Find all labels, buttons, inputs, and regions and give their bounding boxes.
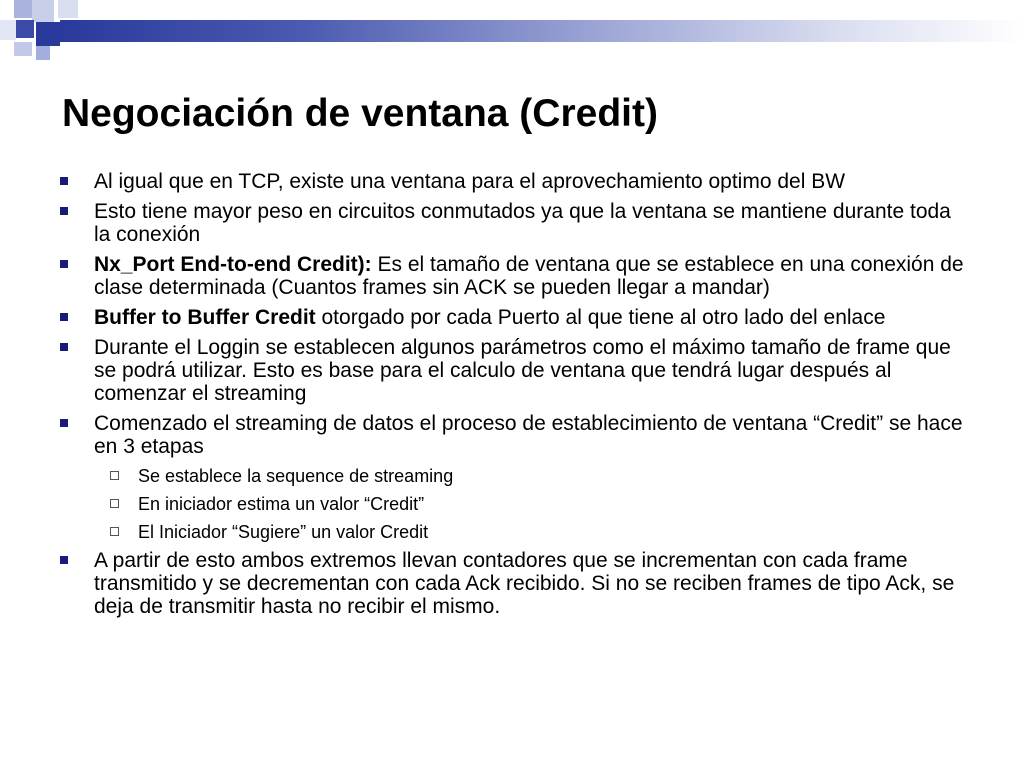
- bullet-item: [58, 170, 968, 193]
- bullet-item: [58, 253, 968, 299]
- square-bullet-icon: [60, 207, 68, 215]
- decorative-square: [0, 20, 16, 40]
- bullet-item: [58, 549, 968, 618]
- bullet-text: A partir de esto ambos extremos llevan contadores que se incrementan con cada frame transmitido y se decrementan con cada Ack recibido. Si no se reciben frames de tipo Ack, se deja de transmitir hasta no recibir el mismo.: [94, 549, 955, 618]
- hollow-square-bullet-icon: [110, 527, 119, 536]
- sub-bullet-text: Se establece la sequence de streaming: [138, 466, 454, 486]
- sub-bullet-item: [58, 521, 968, 543]
- bullet-list: [58, 170, 968, 625]
- hollow-square-bullet-icon: [110, 499, 119, 508]
- bullet-item: [58, 412, 968, 458]
- bullet-text: Comenzado el streaming de datos el proceso de establecimiento de ventana “Credit” se hace en 3 etapas: [94, 412, 963, 458]
- decorative-square: [16, 20, 34, 38]
- header-decoration-band: [60, 20, 1024, 42]
- square-bullet-icon: [60, 343, 68, 351]
- decorative-square: [14, 0, 32, 18]
- bullet-text: Al igual que en TCP, existe una ventana para el aprovechamiento optimo del BW: [94, 170, 846, 193]
- square-bullet-icon: [60, 177, 68, 185]
- sub-bullet-text: En iniciador estima un valor “Credit”: [138, 494, 425, 514]
- bullet-item: [58, 336, 968, 405]
- square-bullet-icon: [60, 313, 68, 321]
- decorative-square: [36, 46, 50, 60]
- bullet-text: otorgado por cada Puerto al que tiene al otro lado del enlace: [315, 306, 886, 329]
- square-bullet-icon: [60, 556, 68, 564]
- hollow-square-bullet-icon: [110, 471, 119, 480]
- bullet-text: Esto tiene mayor peso en circuitos conmutados ya que la ventana se mantiene durante toda la conexión: [94, 200, 951, 246]
- slide-title: Negociación de ventana (Credit): [62, 92, 658, 135]
- bullet-bold-text: Nx_Port End-to-end Credit):: [94, 253, 372, 276]
- bullet-item: [58, 306, 968, 329]
- sub-bullet-text: El Iniciador “Sugiere” un valor Credit: [138, 522, 429, 542]
- bullet-item: [58, 200, 968, 246]
- decorative-square: [58, 0, 78, 18]
- square-bullet-icon: [60, 260, 68, 268]
- bullet-text: Durante el Loggin se establecen algunos parámetros como el máximo tamaño de frame que se podrá utilizar. Esto es base para el calculo de ventana que tendrá lugar después al comenzar el streaming: [94, 336, 951, 405]
- decorative-square: [36, 22, 60, 46]
- sub-bullet-item: [58, 493, 968, 515]
- square-bullet-icon: [60, 419, 68, 427]
- bullet-text: Es el tamaño de ventana que se establece en una conexión de clase determinada (Cuantos frames sin ACK se pueden llegar a mandar): [94, 253, 964, 299]
- decorative-square: [32, 0, 54, 22]
- decorative-square: [14, 42, 32, 56]
- sub-bullet-item: [58, 465, 968, 487]
- bullet-bold-text: Buffer to Buffer Credit: [94, 306, 316, 329]
